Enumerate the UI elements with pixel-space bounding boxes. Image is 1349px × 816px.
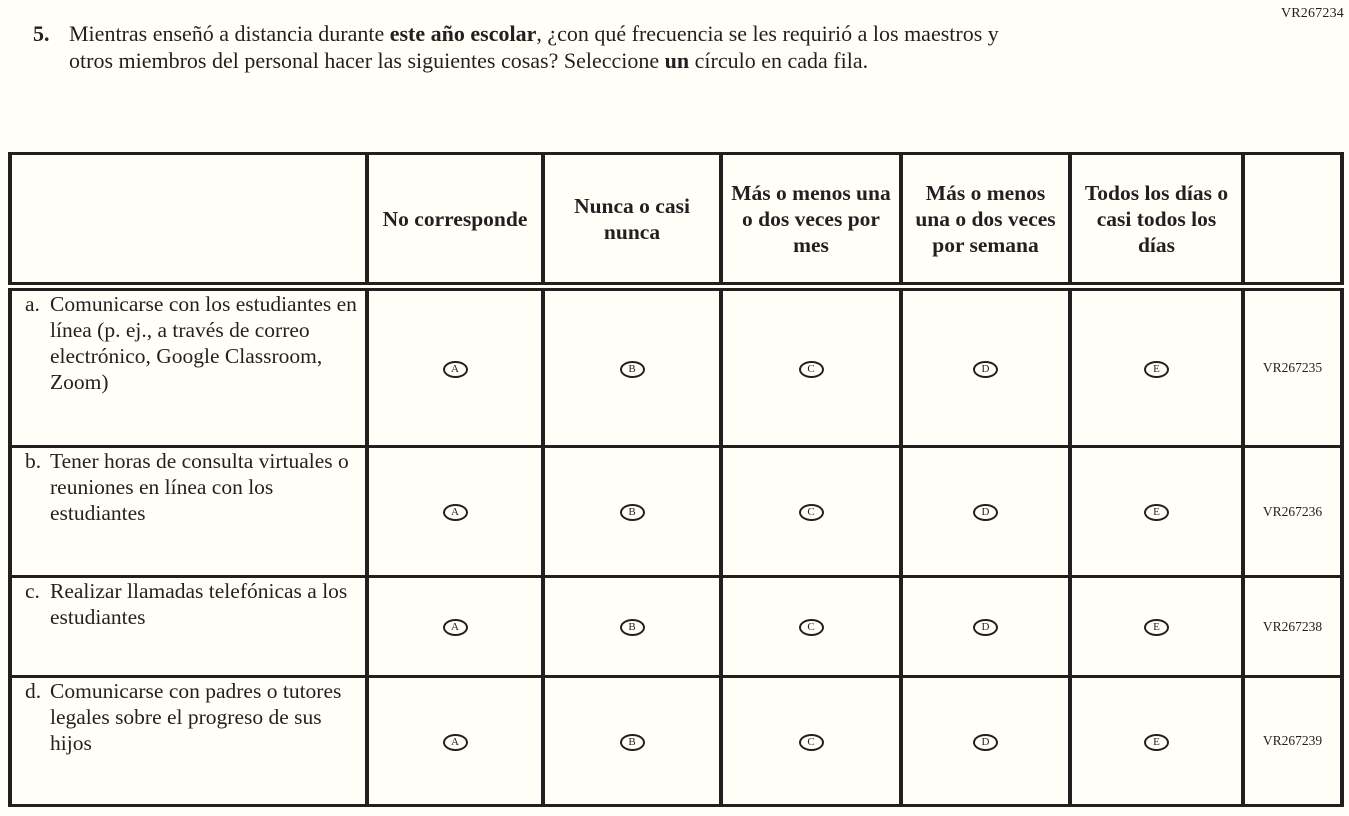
page-code: VR267234 [1280,6,1344,21]
table-row-b [10,447,1342,577]
header-code-cell [1243,154,1342,287]
table-row-a [10,287,1342,447]
header-todos-los-dias: Todos los días o casi todos los días [1070,154,1243,287]
row-b-label: Tener horas de consulta virtuales o reuniones en línea con los estudiantes [50,449,349,525]
question-block [33,20,1043,74]
row-b-option-cell-D[interactable] [901,447,1070,577]
row-c-bubble-B[interactable]: B [620,619,645,636]
question-text-bold2: un [664,48,690,73]
row-c-option-cell-D[interactable] [901,577,1070,677]
row-a-bubble-B[interactable]: B [620,361,645,378]
row-d-label-cell [10,677,367,806]
header-veces-por-mes: Más o menos una o dos veces por mes [721,154,901,287]
row-b-label-cell [10,447,367,577]
question-text [69,20,1037,74]
row-a-label-cell [10,287,367,447]
row-c-bubble-A[interactable]: A [443,619,468,636]
row-b-bubble-A[interactable]: A [443,504,468,521]
row-c-option-cell-A[interactable] [367,577,543,677]
row-a-option-cell-D[interactable] [901,287,1070,447]
row-b-bubble-E[interactable]: E [1144,504,1169,521]
row-a-letter: a. [25,292,40,316]
row-b-option-cell-A[interactable] [367,447,543,577]
row-a-bubble-A[interactable]: A [443,361,468,378]
table-row-c [10,577,1342,677]
row-d-option-cell-B[interactable] [543,677,721,806]
row-b-option-cell-E[interactable] [1070,447,1243,577]
row-b-letter: b. [25,449,42,473]
row-c-label-cell [10,577,367,677]
row-c-bubble-C[interactable]: C [799,619,824,636]
row-c-letter: c. [25,579,40,603]
row-c-label: Realizar llamadas telefónicas a los estudiantes [50,579,348,629]
row-c-option-cell-C[interactable] [721,577,901,677]
row-a-option-cell-A[interactable] [367,287,543,447]
row-b-option-cell-C[interactable] [721,447,901,577]
row-a-option-cell-B[interactable] [543,287,721,447]
row-c-option-cell-E[interactable] [1070,577,1243,677]
row-a-bubble-C[interactable]: C [799,361,824,378]
question-text-part1: Mientras enseñó a distancia durante [69,21,390,46]
row-b-code: VR267236 [1243,447,1342,577]
row-d-letter: d. [25,679,42,703]
row-d-option-cell-D[interactable] [901,677,1070,806]
question-text-part2: , ¿con qué frecuencia se les requirió a los maestros y otros miembros del personal hacer las siguientes cosas? Seleccione [69,21,999,73]
row-b-bubble-C[interactable]: C [799,504,824,521]
row-d-option-cell-C[interactable] [721,677,901,806]
question-number: 5. [33,21,50,46]
row-d-bubble-D[interactable]: D [973,734,998,751]
header-empty-cell [10,154,367,287]
row-d-option-cell-E[interactable] [1070,677,1243,806]
frequency-matrix-table [8,152,1344,807]
row-d-bubble-E[interactable]: E [1144,734,1169,751]
header-veces-por-semana: Más o menos una o dos veces por semana [901,154,1070,287]
row-a-option-cell-E[interactable] [1070,287,1243,447]
table-row-d [10,677,1342,806]
question-text-bold1: este año escolar [389,21,537,46]
row-c-option-cell-B[interactable] [543,577,721,677]
header-nunca-casi-nunca: Nunca o casi nunca [543,154,721,287]
question-text-part3: círculo en cada fila. [689,48,869,73]
row-d-option-cell-A[interactable] [367,677,543,806]
row-d-bubble-B[interactable]: B [620,734,645,751]
row-c-bubble-D[interactable]: D [973,619,998,636]
row-b-option-cell-B[interactable] [543,447,721,577]
row-c-code: VR267238 [1243,577,1342,677]
row-d-bubble-C[interactable]: C [799,734,824,751]
row-b-bubble-D[interactable]: D [973,504,998,521]
table-header-row [10,154,1342,287]
row-c-bubble-E[interactable]: E [1144,619,1169,636]
row-d-label: Comunicarse con padres o tutores legales sobre el progreso de sus hijos [50,679,342,755]
row-a-bubble-E[interactable]: E [1144,361,1169,378]
row-b-bubble-B[interactable]: B [620,504,645,521]
header-no-corresponde: No corresponde [367,154,543,287]
row-d-code: VR267239 [1243,677,1342,806]
row-a-bubble-D[interactable]: D [973,361,998,378]
row-d-bubble-A[interactable]: A [443,734,468,751]
row-a-label: Comunicarse con los estudiantes en línea (p. ej., a través de correo electrónico, Google Classroom, Zoom) [50,292,357,394]
row-a-code: VR267235 [1243,287,1342,447]
row-a-option-cell-C[interactable] [721,287,901,447]
